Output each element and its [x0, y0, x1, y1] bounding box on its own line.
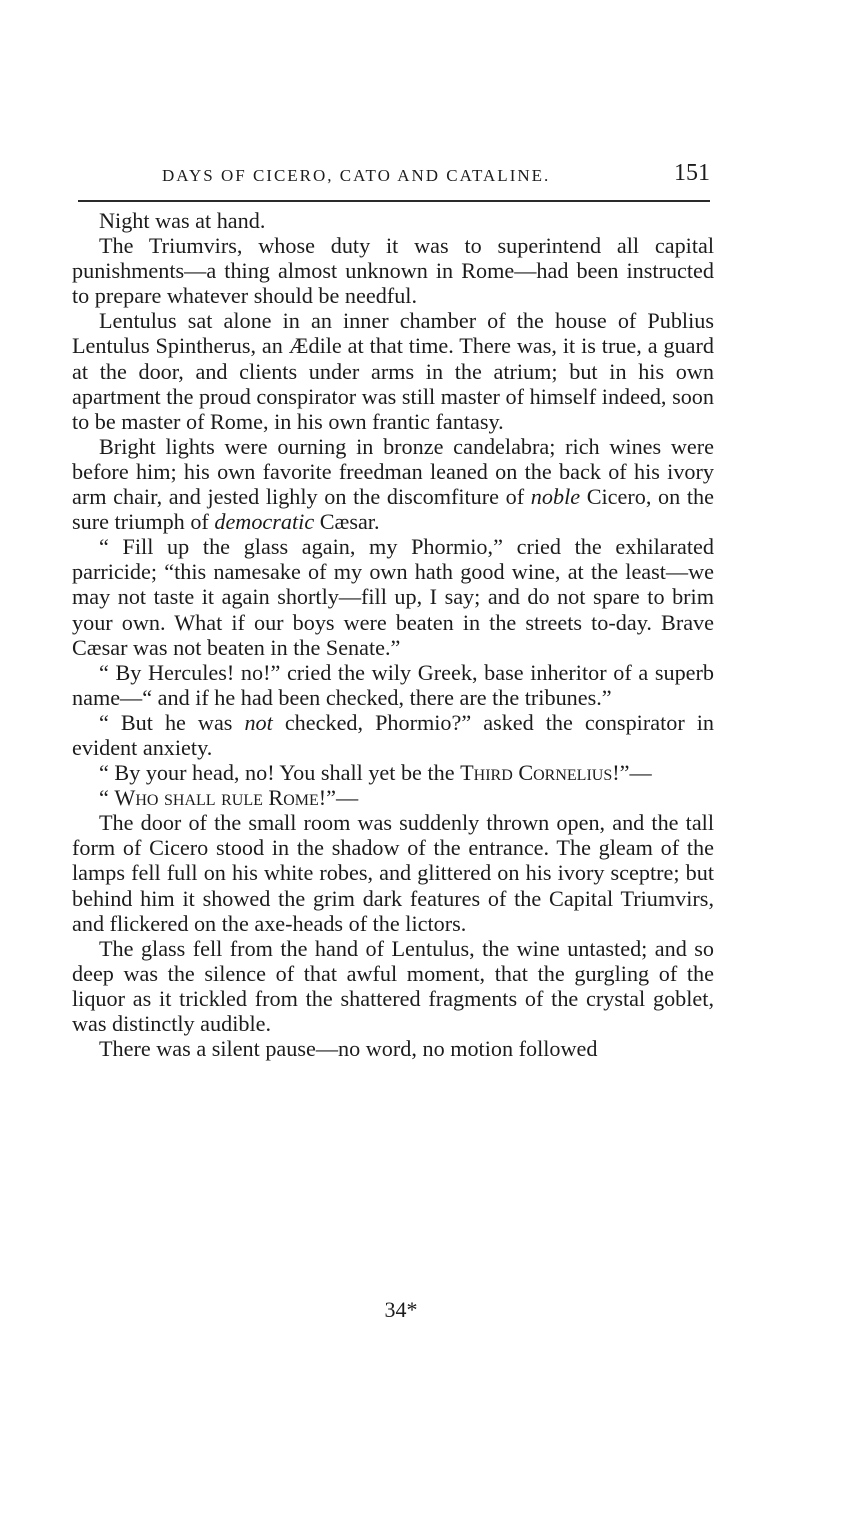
paragraph: There was a silent pause—no word, no motion followed: [99, 1036, 598, 1062]
text-run: Bright lights were ourning in bronze candelabra; rich wines were before him; his own favorite freedman leaned on the back of his ivory arm chair, and jested lighly on the discomfiture of: [72, 433, 714, 510]
header-rule: [78, 200, 710, 202]
text-run: Cæsar.: [314, 509, 380, 535]
text-run: Cicero, on the sure triumph of: [72, 484, 714, 535]
body-text: [72, 208, 714, 1061]
paragraph: “ By Hercules! no!” cried the wily Greek, base inheritor of a superb name—“ and if he had been checked, there are the tribunes.”: [72, 659, 714, 710]
text-run: “: [99, 785, 115, 811]
paragraph: The door of the small room was suddenly thrown open, and the tall form of Cicero stood in the shadow of the entrance. The gleam of the lamps fell full on his white robes, and glittered on his ivory sceptre; but behind him it showed the grim dark features of the Capital Triumvirs, and flickered on the axe-heads of the lictors.: [72, 810, 714, 936]
text-run: !”—: [612, 760, 652, 786]
italic-run: not: [244, 709, 273, 735]
small-caps-run: Third Cornelius: [460, 760, 613, 786]
text-run: “ By your head, no! You shall yet be the: [99, 760, 461, 786]
paragraph: Lentulus sat alone in an inner chamber of the house of Publius Lentulus Spintherus, an Ædile at that time. There was, it is true, a guard at the door, and clients under arms in the atrium; but in his own apartment the proud conspirator was still master of himself indeed, soon to be master of Rome, in his own frantic fantasy.: [72, 308, 714, 434]
paragraph: [72, 785, 714, 810]
text-run: !”—: [318, 785, 359, 811]
text-run: “ But he was: [99, 709, 245, 735]
text-run: checked, Phormio?” asked the conspirator in evident anxiety.: [72, 709, 714, 760]
paragraph: The Triumvirs, whose duty it was to superintend all capital punishments—a thing almost unknown in Rome—had been instructed to prepare whatever should be needful.: [72, 233, 714, 309]
running-title: DAYS OF CICERO, CATO AND CATALINE.: [162, 166, 551, 185]
small-caps-run: Who shall rule Rome: [114, 785, 319, 811]
signature-mark: 34*: [384, 1297, 418, 1322]
paragraph: [72, 760, 714, 785]
italic-run: democratic: [214, 509, 315, 535]
paragraph: The glass fell from the hand of Lentulus, the wine untasted; and so deep was the silence of that awful moment, that the gurgling of the liquor as it trickled from the shattered fragments of the crystal goblet, was distinctly audible.: [72, 935, 714, 1036]
running-head: [72, 160, 720, 196]
paragraph: “ Fill up the glass again, my Phormio,” cried the exhilarated parricide; “this namesake of my own hath good wine, at the least—we may not taste it again shortly—fill up, I say; and do not spare to brim your own. What if our boys were beaten in the streets to-day. Brave Cæsar was not beaten in the Senate.”: [72, 534, 714, 660]
italic-run: noble: [530, 484, 581, 510]
page-number: 151: [674, 160, 710, 186]
paragraph: [72, 434, 714, 534]
paragraph: Night was at hand.: [99, 208, 266, 233]
paragraph: [72, 710, 714, 760]
book-page: [72, 0, 720, 1525]
